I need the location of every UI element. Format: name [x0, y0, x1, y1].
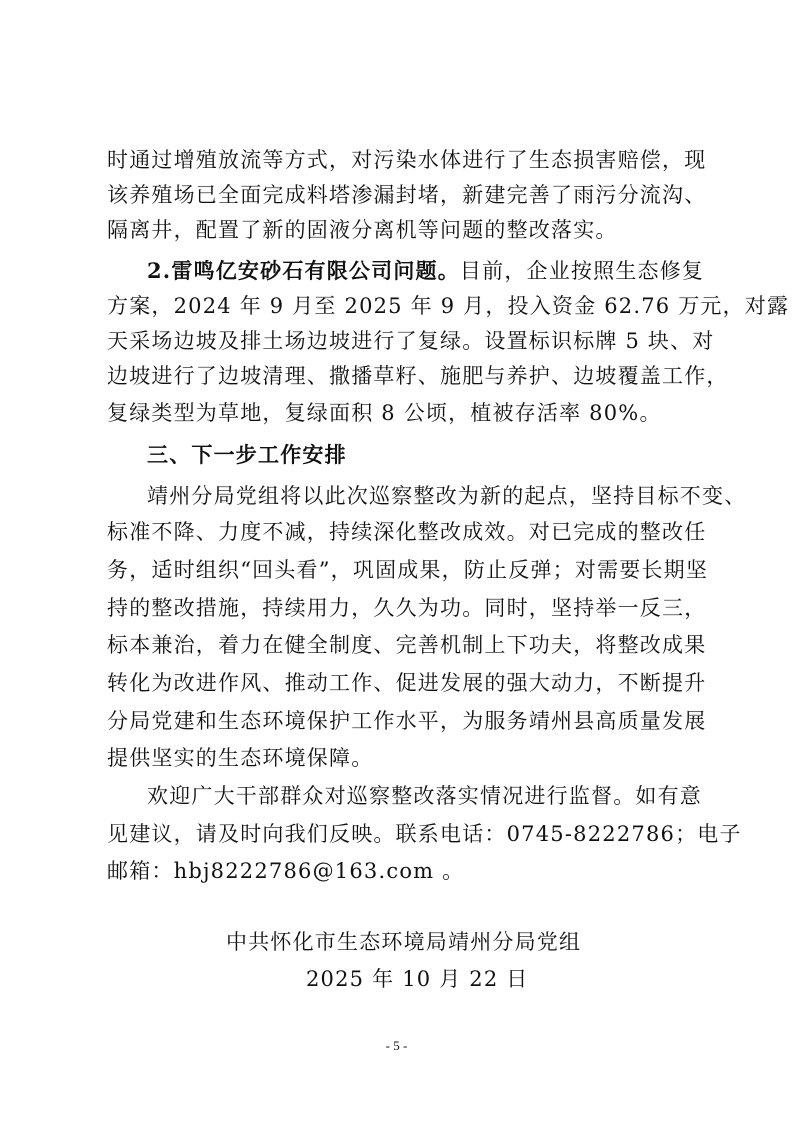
section-heading: 三、下一步工作安排: [147, 443, 347, 467]
paragraph-line: 务，适时组织“回头看”，巩固成果，防止反弹；对需要长期坚: [107, 558, 709, 582]
paragraph-line: 靖州分局党组将以此次巡察整改为新的起点，坚持目标不变、: [147, 484, 747, 508]
paragraph-line: 见建议，请及时向我们反映。联系电话：0745-8222786；电子: [107, 822, 742, 846]
paragraph-line: 邮箱：hbj8222786@163.com 。: [107, 859, 465, 883]
paragraph-line: 隔离井，配置了新的固液分离机等问题的整改落实。: [107, 218, 618, 242]
paragraph-line: 持的整改措施，持续用力，久久为功。同时，坚持举一反三，: [107, 596, 707, 620]
item2-title: 2.雷鸣亿安砂石有限公司问题。: [147, 258, 460, 283]
page-number: - 5 -: [385, 1038, 408, 1053]
item2-text: 目前，企业按照生态修复: [459, 259, 705, 283]
item2-first-line: [147, 254, 704, 288]
paragraph-line: 方案，2024 年 9 月至 2025 年 9 月，投入资金 62.76 万元，对露: [107, 294, 790, 318]
signature-date: 2025 年 10 月 22 日: [306, 967, 529, 991]
paragraph-line: 分局党建和生态环境保护工作水平，为服务靖州县高质量发展: [107, 709, 707, 733]
paragraph-line: 欢迎广大干部群众对巡察整改落实情况进行监督。如有意: [147, 784, 702, 808]
paragraph-line: 天采场边坡及排土场边坡进行了复绿。设置标识标牌 5 块、对: [107, 329, 715, 353]
paragraph-line: 该养殖场已全面完成料塔渗漏封堵，新建完善了雨污分流沟、: [107, 183, 707, 207]
paragraph-line: 提供坚实的生态环境保障。: [107, 746, 374, 770]
signature-organization: 中共怀化市生态环境局靖州分局党组: [226, 930, 582, 954]
paragraph-line: 转化为改进作风、推动工作、促进发展的强大动力，不断提升: [107, 671, 707, 695]
paragraph-line: 标准不降、力度不减，持续深化整改成效。对已完成的整改任: [107, 520, 707, 544]
paragraph-line: 标本兼治，着力在健全制度、完善机制上下功夫，将整改成果: [107, 633, 707, 657]
paragraph-line: 复绿类型为草地，复绿面积 8 公顷，植被存活率 80%。: [107, 401, 662, 425]
paragraph-line: 边坡进行了边坡清理、撒播草籽、施肥与养护、边坡覆盖工作，: [107, 364, 729, 388]
paragraph-line: 时通过增殖放流等方式，对污染水体进行了生态损害赔偿，现: [107, 148, 707, 172]
